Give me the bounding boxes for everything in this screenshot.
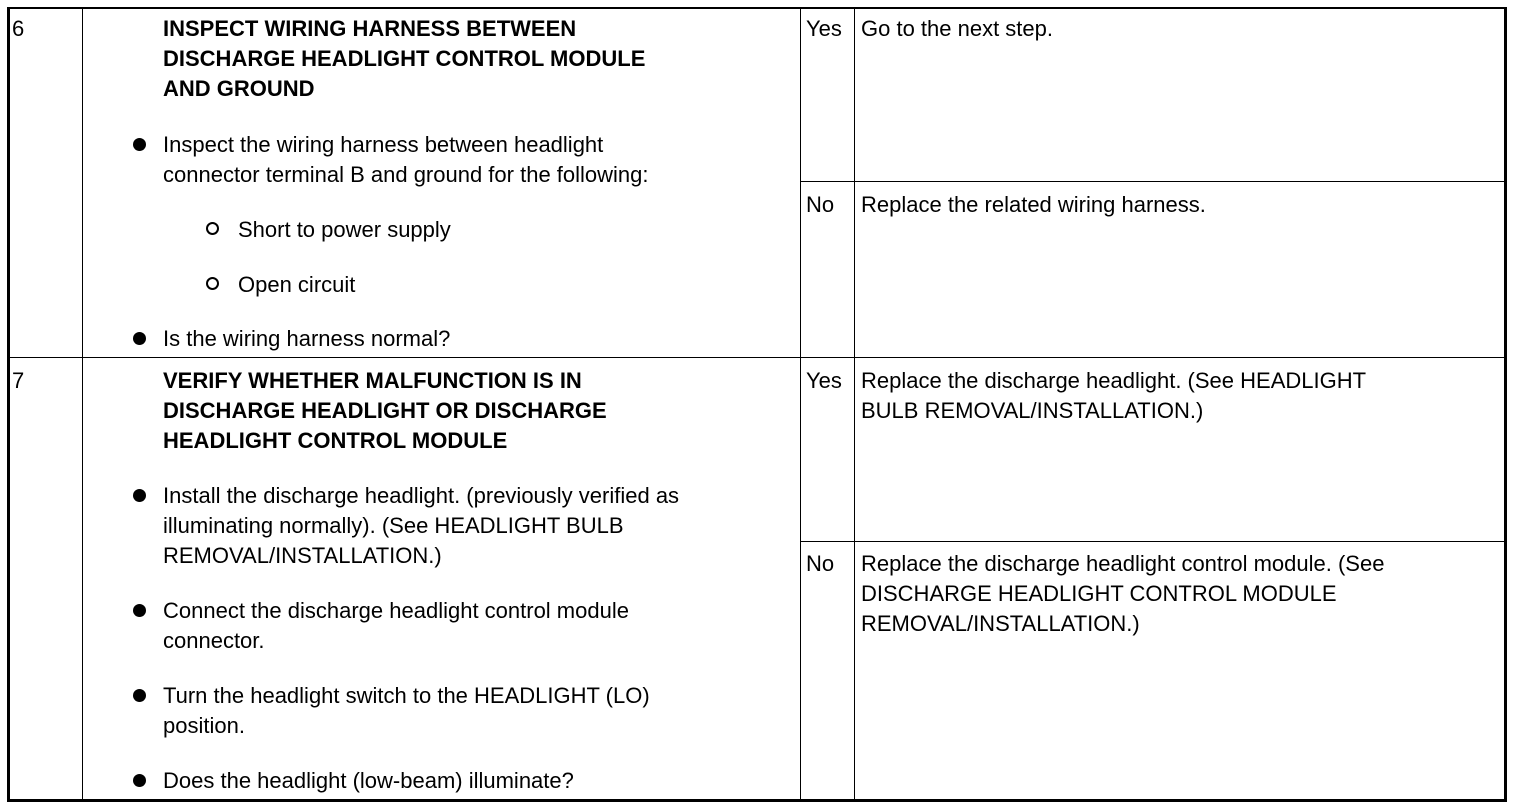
action-text: Replace the related wiring harness. [861, 192, 1206, 217]
step-heading-line: INSPECT WIRING HARNESS BETWEEN [163, 16, 577, 41]
bullet-icon [133, 138, 146, 151]
instruction-text: position. [163, 713, 245, 738]
action-text: Replace the discharge headlight control module. (See [861, 551, 1385, 576]
table-border-bottom [7, 799, 1507, 802]
step-number: 7 [12, 368, 25, 393]
table-border-top [7, 7, 1507, 9]
bullet-icon [133, 774, 146, 787]
bullet-icon [133, 604, 146, 617]
instruction-text: Connect the discharge headlight control module [163, 598, 629, 623]
row-divider-step6-yes-no [800, 181, 1505, 182]
step-heading-line: DISCHARGE HEADLIGHT OR DISCHARGE [163, 398, 607, 423]
result-yes-label: Yes [806, 16, 842, 41]
row-divider-step6-step7 [7, 357, 1507, 358]
column-divider-result [800, 7, 801, 802]
instruction-text: Install the discharge headlight. (previously verified as [163, 483, 680, 508]
instruction-text: connector terminal B and ground for the following: [163, 162, 649, 187]
instruction-text: Turn the headlight switch to the HEADLIGHT (LO) [163, 683, 650, 708]
question-text: Does the headlight (low-beam) illuminate? [163, 768, 574, 793]
action-text: BULB REMOVAL/INSTALLATION.) [861, 398, 1204, 423]
question-text: Is the wiring harness normal? [163, 326, 451, 351]
bullet-icon [133, 489, 146, 502]
bullet-icon [133, 689, 146, 702]
step-heading-line: VERIFY WHETHER MALFUNCTION IS IN [163, 368, 582, 393]
instruction-text: illuminating normally). (See HEADLIGHT BULB [163, 513, 624, 538]
instruction-text: connector. [163, 628, 265, 653]
step-number: 6 [12, 16, 25, 41]
row-divider-step7-yes-no [800, 541, 1505, 542]
table-border-left [7, 7, 10, 802]
step-heading-line: HEADLIGHT CONTROL MODULE [163, 428, 508, 453]
sub-bullet-icon [206, 222, 219, 235]
action-text: Go to the next step. [861, 16, 1054, 41]
action-text: Replace the discharge headlight. (See HEADLIGHT [861, 368, 1367, 393]
instruction-text: REMOVAL/INSTALLATION.) [163, 543, 442, 568]
action-text: DISCHARGE HEADLIGHT CONTROL MODULE [861, 581, 1337, 606]
instruction-text: Inspect the wiring harness between headlight [163, 132, 604, 157]
bullet-icon [133, 332, 146, 345]
check-item-text: Short to power supply [238, 217, 451, 242]
step-heading-line: DISCHARGE HEADLIGHT CONTROL MODULE [163, 46, 646, 71]
column-divider-action [854, 7, 855, 802]
check-item-text: Open circuit [238, 272, 356, 297]
table-border-right [1504, 7, 1507, 802]
result-no-label: No [806, 551, 835, 576]
result-no-label: No [806, 192, 835, 217]
step-heading-line: AND GROUND [163, 76, 315, 101]
sub-bullet-icon [206, 277, 219, 290]
result-yes-label: Yes [806, 368, 842, 393]
column-divider-step [82, 7, 83, 802]
action-text: REMOVAL/INSTALLATION.) [861, 611, 1140, 636]
